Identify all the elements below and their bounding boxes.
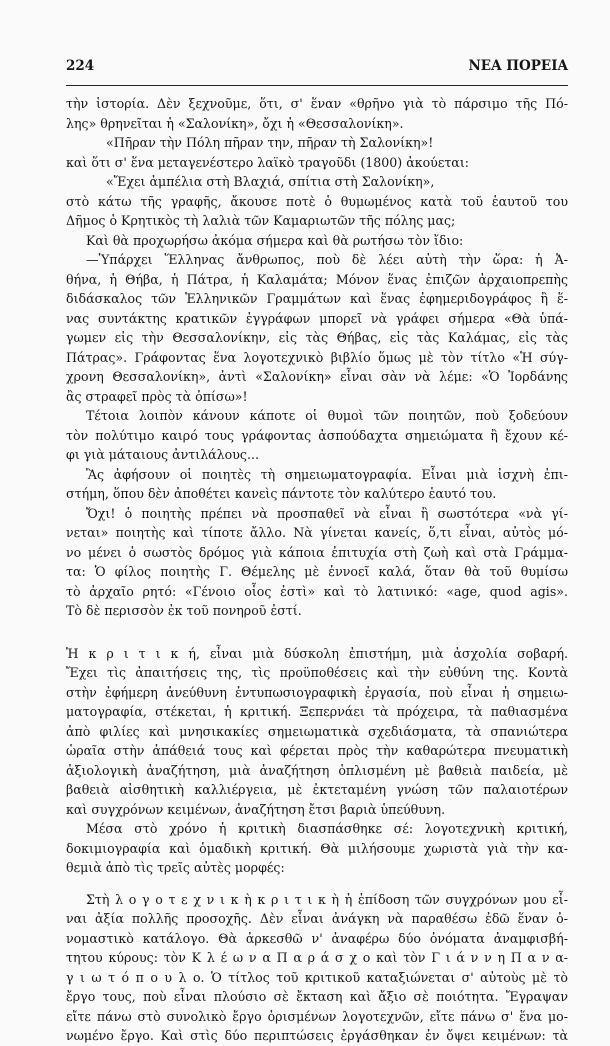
- text-line: ὡραῖα στὴν ἀπάθειά τους καὶ φέρεται πρὸς τὴν καθαρώτερα πνευματικὴ: [66, 743, 568, 758]
- text-line: νας συντάκτης κρατικῶν ἐγγράφων μπορεῖ νὰ γράφει σήμερα «Θὰ ὑπά-: [66, 310, 568, 326]
- text-line: Ὄχι! ὁ ποιητὴς πρέπει νὰ προσπαθεῖ νὰ εἶναι ἢ σωστότερα «νὰ γί-: [86, 505, 568, 521]
- text-line: θήνα, ἡ Θήβα, ἡ Πάτρα, ἡ Καλαμάτα; Μόνον ἕνας ἐπιζῶν ἀρχαιοπρεπὴς: [66, 271, 568, 287]
- text-line: Καὶ θὰ προχωρήσω ἀκόμα σήμερα καὶ θὰ ρωτήσω τὸν ἴδιο:: [86, 232, 464, 248]
- text-line: στὴν ἐφήμερη ἀνεύθυνη ἐντυπωσιογραφικὴ ἐργασία, ποὺ εἶναι ἡ σημειω-: [66, 684, 568, 700]
- text-line: εἴτε πάνω στὸ συνολικὸ ἔργο ὁρισμένων λογοτεχνῶν, εἴτε πάνω σ' ἕνα μο-: [66, 1008, 568, 1024]
- text-line: λης» θρηνεῖται ἡ «Σαλονίκη», ὄχι ἡ «Θεσσαλονίκη».: [66, 115, 404, 131]
- text-line: ναι ἀξία πολλῆς προσοχῆς. Δὲν εἶναι ἀνάγκη νὰ παραθέσω ἐδῶ ἕναν ὀ-: [66, 911, 568, 926]
- text-line: ματογραφία, στέκεται, ἡ κριτική. Ξεπερνάει τὰ πρόχειρα, τὰ παθιασμένα: [66, 704, 568, 719]
- section-gap: [66, 621, 568, 644]
- text-line: τὸ ἀρχαῖο ρητό: «Γένοιο οἷος ἐστὶ» καὶ τὸ λατινικό: «age, quod agis».: [66, 583, 568, 599]
- text-line: «Πῆραν τὴν Πόλη πῆραν την, πῆραν τὴ Σαλονίκη»!: [106, 135, 434, 150]
- text-line: ἔργο τους, ποὺ εἶναι πλούσιο σὲ ἔκταση καὶ ἄξιο σὲ ποιότητα. Ἔγραψαν: [66, 989, 568, 1004]
- running-header: [66, 58, 568, 74]
- text-line: ἂς στραφεῖ πρὸς τὰ ὀπίσω»!: [66, 388, 248, 404]
- page-number: 224: [66, 58, 95, 74]
- text-line: Ἔχει τὶς ἀπαιτήσεις της, τὶς προϋποθέσεις καὶ τὴν εὐθύνη της. Κοντὰ: [66, 665, 568, 680]
- text-line: νο μένει ὁ σωστὸς δρόμος γιὰ κάποια ἐπιτυχία στὴ ζωὴ καὶ στὰ Γράμμα-: [66, 544, 568, 560]
- text-line: ἀπὸ φιλίες καὶ μνησικακίες σημειωματικὰ σχεδιάσματα, τὰ σπανιώτερα: [66, 723, 568, 739]
- text-line: φι γιὰ μάταιους ἀντιλάλους...: [66, 447, 259, 462]
- text-line: Μέσα στὸ χρόνο ἡ κριτικὴ διασπάσθηκε σέ: λογοτεχνικὴ κριτική,: [86, 821, 568, 836]
- text-line: χρονη Θεσσαλονίκη», ἀντὶ «Σαλονίκη» εἶναι σὰν νὰ λέμε: «Ὁ Ἰορδάνης: [66, 369, 568, 384]
- text-line: Τέτοια λοιπὸν κάνουν κάποτε οἱ θυμοὶ τῶν ποιητῶν, ποὺ ξοδεύουν: [86, 408, 568, 423]
- text-line: τὸν πολύτιμο καιρό τους γράφοντας ἀσπούδαχτα σημειώματα ἢ ἔχουν κέ-: [66, 427, 568, 443]
- text-line: Στὴ λ ο γ ο τ ε χ ν ι κ ὴ κ ρ ι τ ι κ ὴ ἡ ἐπίδοση τῶν συγχρόνων μου εἶ-: [86, 891, 568, 907]
- text-line: βαθειὰ αἰσθητικὴ καλλιέργεια, μὲ ἐκτεταμένη γνώση τῶν παλαιοτέρων: [66, 782, 568, 797]
- running-title: ΝΕΑ ΠΟΡΕΙΑ: [468, 58, 568, 74]
- text-line: νωμένο ἔργο. Καὶ στὶς δύο περιπτώσεις ἐργάσθηκαν ἐν ὄψει κειμένων: τὰ: [66, 1028, 568, 1043]
- text-line: ἀξιολογικὴ ἀναζήτηση, μιὰ ἀναζήτηση ὁπλισμένη μὲ βαθειὰ παιδεία, μὲ: [66, 762, 568, 778]
- text-line: δοκιμιογραφία καὶ ὁμαδικὴ κριτική. Θὰ μιλήσουμε χωριστὰ γιὰ τὴν κα-: [66, 840, 568, 856]
- text-line: Πάτρας». Γράφοντας ἕνα λογοτεχνικὸ βιβλίο ὅμως μὲ τὸν τίτλο «Ἡ σύγ-: [66, 349, 568, 365]
- text-line: —Ὑπάρχει Ἕλληνας ἄνθρωπος, ποὺ δὲ λέει αὐτὴ τὴν ὥρα: ἡ Ἀ-: [86, 252, 568, 267]
- section-gap: [66, 878, 568, 890]
- text-line: τητου κύρους: τὸν Κ λ έ ω ν α Π α ρ ά σ χ ο καὶ τὸν Γ ι ά ν ν η Π α ν α-: [66, 950, 568, 965]
- header-rule: [66, 85, 568, 86]
- text-line: νεται» ποιητὴς καὶ τίποτε ἄλλο. Νὰ γίνεται κανείς, ὅ,τι εἶναι, αὐτὸς μό-: [66, 525, 568, 540]
- text-line: Δῆμος ὁ Κρητικὸς τὴ λαλιὰ τῶν Καμαριωτῶν τῆς πόλης μας;: [66, 213, 456, 228]
- text-line: Ἂς ἀφήσουν οἱ ποιητὲς τὴ σημειωματογραφία. Εἶναι μιὰ ἰσχνὴ ἐπι-: [86, 466, 568, 482]
- section-criticism: [66, 644, 568, 878]
- text-line: τὴν ἱστορία. Δὲν ξεχνοῦμε, ὅτι, σ' ἕναν «θρῆνο γιὰ τὸ πάρσιμο τῆς Πό-: [66, 96, 568, 111]
- text-line: νομαστικὸ κατάλογο. Θὰ ἀρκεσθῶ ν' ἀναφέρω δύο ὀνόματα ἀναμφισβή-: [66, 930, 568, 946]
- section-literary-criticism: [66, 890, 568, 1046]
- text-line: θεμιὰ ἀπὸ τὶς τρεῖς αὐτὲς μορφές:: [66, 860, 285, 875]
- section-orthography: [66, 94, 568, 621]
- text-line: στήμη, ὅπου δὲν ἀποθέτει κανεὶς πάντοτε τὸν καλύτερο ἑαυτό του.: [66, 486, 497, 501]
- text-line: γωμεν εἰς τὴν Θεσσαλονίκην, εἰς τὰς Θήβας, εἰς τὰς Καλάμας, εἰς τὰς: [66, 330, 568, 345]
- text-line: Τὸ δὲ περισσὸν ἐκ τοῦ πονηροῦ ἐστί.: [66, 603, 302, 618]
- page-body: [66, 94, 568, 1046]
- text-line: Ἡ κ ρ ι τ ι κ ή, εἶναι μιὰ δύσκολη ἐπιστήμη, μιὰ ἀσχολία σοβαρή.: [66, 645, 568, 661]
- text-line: γ ι ω τ ό π ο υ λ ο. Ὁ τίτλος τοῦ κριτικοῦ καταξιώνεται σ' αὐτοὺς μὲ τὸ: [66, 969, 568, 985]
- text-line: «Ἔχει ἀμπέλια στὴ Βλαχιά, σπίτια στὴ Σαλονίκη»,: [106, 174, 435, 189]
- text-line: καὶ συγχρόνων κειμένων, ἀναζήτηση ἔτσι βαριὰ ὑπεύθυνη.: [66, 801, 446, 817]
- text-line: τα: Ὁ φίλος ποιητὴς Γ. Θέμελης μὲ ἐννοεῖ καλά, ὅταν θὰ τοῦ θυμίσω: [66, 564, 568, 579]
- text-line: διδάσκαλος τῶν Ἑλληνικῶν Γραμμάτων καὶ ἕνας ἐφημεριδογράφος ἢ ἕ-: [66, 291, 568, 306]
- text-line: καὶ ὅτι σ' ἕνα μεταγενέστερο λαϊκὸ τραγοῦδι (1800) ἀκούεται:: [66, 154, 469, 170]
- text-line: στὸ κάτω τῆς γραφῆς, ἄκουσε ποτὲ ὁ θυμωμένος κατὰ τοῦ ἑαυτοῦ του: [66, 193, 568, 209]
